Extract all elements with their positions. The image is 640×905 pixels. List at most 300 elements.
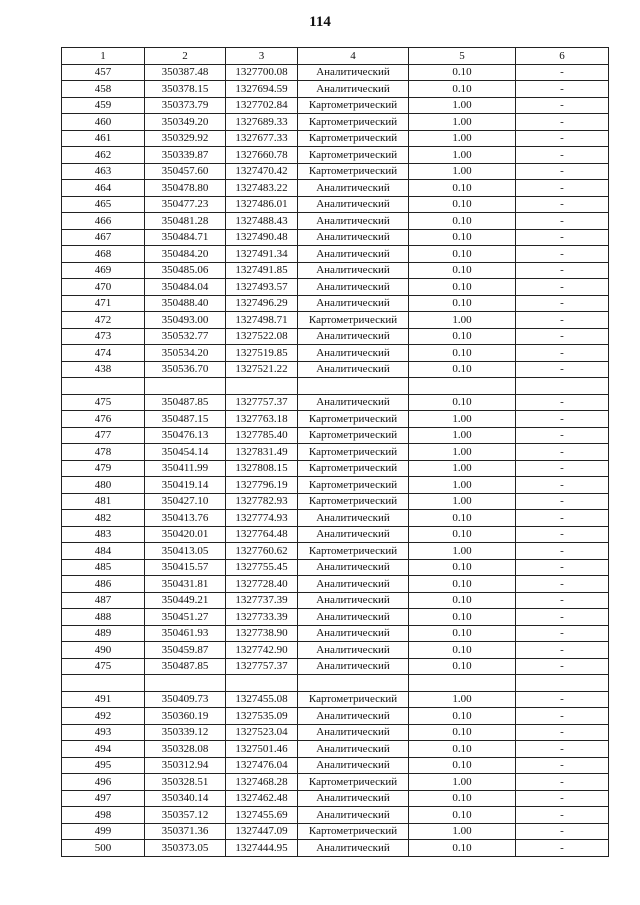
method-cell: Картометрический [298, 427, 409, 444]
point-number-cell: 500 [62, 840, 145, 857]
method-cell: Аналитический [298, 526, 409, 543]
x-coordinate-cell: 350411.99 [145, 460, 226, 477]
point-number-cell: 459 [62, 97, 145, 114]
x-coordinate-cell: 350349.20 [145, 114, 226, 131]
x-coordinate-cell: 350413.05 [145, 543, 226, 560]
point-number-cell: 479 [62, 460, 145, 477]
accuracy-cell: 1.00 [409, 543, 516, 560]
point-number-cell: 471 [62, 295, 145, 312]
point-number-cell: 467 [62, 229, 145, 246]
y-coordinate-cell: 1327728.40 [226, 576, 298, 593]
y-coordinate-cell: 1327737.39 [226, 592, 298, 609]
table-row [62, 543, 609, 560]
method-cell: Картометрический [298, 444, 409, 461]
x-coordinate-cell: 350409.73 [145, 691, 226, 708]
x-coordinate-cell: 350329.92 [145, 130, 226, 147]
method-cell: Картометрический [298, 163, 409, 180]
x-coordinate-cell: 350419.14 [145, 477, 226, 494]
accuracy-cell: 1.00 [409, 444, 516, 461]
point-number-cell: 492 [62, 708, 145, 725]
method-cell: Аналитический [298, 81, 409, 98]
note-cell: - [516, 81, 609, 98]
method-cell: Аналитический [298, 625, 409, 642]
table-row [62, 675, 609, 692]
table-row [62, 642, 609, 659]
y-coordinate-cell: 1327831.49 [226, 444, 298, 461]
x-coordinate-cell: 350357.12 [145, 807, 226, 824]
method-cell: Аналитический [298, 279, 409, 296]
table-row [62, 81, 609, 98]
note-cell [516, 378, 609, 395]
method-cell: Картометрический [298, 147, 409, 164]
y-coordinate-cell: 1327755.45 [226, 559, 298, 576]
note-cell: - [516, 394, 609, 411]
note-cell: - [516, 130, 609, 147]
method-cell: Картометрический [298, 774, 409, 791]
y-coordinate-cell: 1327700.08 [226, 64, 298, 81]
y-coordinate-cell: 1327476.04 [226, 757, 298, 774]
y-coordinate-cell: 1327491.34 [226, 246, 298, 263]
y-coordinate-cell: 1327493.57 [226, 279, 298, 296]
y-coordinate-cell: 1327455.69 [226, 807, 298, 824]
note-cell: - [516, 262, 609, 279]
x-coordinate-cell: 350328.08 [145, 741, 226, 758]
note-cell: - [516, 460, 609, 477]
method-cell: Аналитический [298, 196, 409, 213]
y-coordinate-cell: 1327519.85 [226, 345, 298, 362]
point-number-cell: 438 [62, 361, 145, 378]
x-coordinate-cell: 350487.85 [145, 658, 226, 675]
y-coordinate-cell: 1327523.04 [226, 724, 298, 741]
accuracy-cell: 0.10 [409, 345, 516, 362]
note-cell: - [516, 510, 609, 527]
note-cell: - [516, 559, 609, 576]
table-row [62, 229, 609, 246]
x-coordinate-cell: 350378.15 [145, 81, 226, 98]
point-number-cell: 481 [62, 493, 145, 510]
point-number-cell: 482 [62, 510, 145, 527]
note-cell: - [516, 724, 609, 741]
method-cell: Аналитический [298, 246, 409, 263]
accuracy-cell: 0.10 [409, 246, 516, 263]
table-row [62, 246, 609, 263]
accuracy-cell: 0.10 [409, 81, 516, 98]
table-header-row [62, 48, 609, 65]
x-coordinate-cell: 350536.70 [145, 361, 226, 378]
point-number-cell: 458 [62, 81, 145, 98]
table-row [62, 625, 609, 642]
method-cell: Аналитический [298, 724, 409, 741]
y-coordinate-cell: 1327488.43 [226, 213, 298, 230]
point-number-cell: 477 [62, 427, 145, 444]
note-cell: - [516, 691, 609, 708]
table-row [62, 114, 609, 131]
accuracy-cell: 1.00 [409, 130, 516, 147]
note-cell: - [516, 97, 609, 114]
x-coordinate-cell: 350371.36 [145, 823, 226, 840]
point-number-cell: 476 [62, 411, 145, 428]
method-cell: Аналитический [298, 757, 409, 774]
accuracy-cell: 0.10 [409, 213, 516, 230]
accuracy-cell: 0.10 [409, 559, 516, 576]
column-header: 1 [62, 48, 145, 65]
method-cell: Аналитический [298, 658, 409, 675]
table-body [62, 64, 609, 856]
method-cell [298, 675, 409, 692]
table-row [62, 196, 609, 213]
x-coordinate-cell: 350427.10 [145, 493, 226, 510]
method-cell: Картометрический [298, 460, 409, 477]
accuracy-cell: 0.10 [409, 64, 516, 81]
point-number-cell: 462 [62, 147, 145, 164]
method-cell: Аналитический [298, 559, 409, 576]
note-cell: - [516, 477, 609, 494]
method-cell: Аналитический [298, 708, 409, 725]
y-coordinate-cell: 1327444.95 [226, 840, 298, 857]
table-row [62, 592, 609, 609]
table-row [62, 691, 609, 708]
note-cell: - [516, 361, 609, 378]
note-cell: - [516, 576, 609, 593]
y-coordinate-cell: 1327470.42 [226, 163, 298, 180]
note-cell: - [516, 774, 609, 791]
point-number-cell: 469 [62, 262, 145, 279]
point-number-cell: 485 [62, 559, 145, 576]
note-cell: - [516, 229, 609, 246]
accuracy-cell: 1.00 [409, 147, 516, 164]
point-number-cell: 474 [62, 345, 145, 362]
table-row [62, 130, 609, 147]
accuracy-cell: 0.10 [409, 592, 516, 609]
x-coordinate-cell: 350454.14 [145, 444, 226, 461]
note-cell: - [516, 823, 609, 840]
note-cell: - [516, 543, 609, 560]
note-cell: - [516, 708, 609, 725]
point-number-cell: 480 [62, 477, 145, 494]
accuracy-cell [409, 378, 516, 395]
accuracy-cell: 0.10 [409, 840, 516, 857]
note-cell: - [516, 609, 609, 626]
point-number-cell: 499 [62, 823, 145, 840]
x-coordinate-cell: 350485.06 [145, 262, 226, 279]
method-cell: Аналитический [298, 642, 409, 659]
accuracy-cell: 0.10 [409, 576, 516, 593]
accuracy-cell: 0.10 [409, 757, 516, 774]
x-coordinate-cell: 350328.51 [145, 774, 226, 791]
table-row [62, 444, 609, 461]
y-coordinate-cell: 1327764.48 [226, 526, 298, 543]
x-coordinate-cell [145, 675, 226, 692]
point-number-cell: 472 [62, 312, 145, 329]
note-cell: - [516, 493, 609, 510]
x-coordinate-cell: 350532.77 [145, 328, 226, 345]
note-cell: - [516, 757, 609, 774]
y-coordinate-cell: 1327782.93 [226, 493, 298, 510]
accuracy-cell: 0.10 [409, 510, 516, 527]
method-cell: Аналитический [298, 394, 409, 411]
method-cell: Картометрический [298, 477, 409, 494]
note-cell: - [516, 807, 609, 824]
note-cell: - [516, 180, 609, 197]
x-coordinate-cell: 350420.01 [145, 526, 226, 543]
x-coordinate-cell: 350387.48 [145, 64, 226, 81]
accuracy-cell: 0.10 [409, 741, 516, 758]
table-row [62, 559, 609, 576]
table-row [62, 477, 609, 494]
method-cell: Аналитический [298, 229, 409, 246]
method-cell: Аналитический [298, 592, 409, 609]
y-coordinate-cell: 1327447.09 [226, 823, 298, 840]
y-coordinate-cell: 1327660.78 [226, 147, 298, 164]
table-row [62, 64, 609, 81]
x-coordinate-cell: 350493.00 [145, 312, 226, 329]
x-coordinate-cell: 350488.40 [145, 295, 226, 312]
accuracy-cell: 1.00 [409, 477, 516, 494]
accuracy-cell: 1.00 [409, 427, 516, 444]
table-row [62, 576, 609, 593]
point-number-cell: 484 [62, 543, 145, 560]
y-coordinate-cell: 1327774.93 [226, 510, 298, 527]
note-cell: - [516, 411, 609, 428]
y-coordinate-cell: 1327702.84 [226, 97, 298, 114]
point-number-cell: 497 [62, 790, 145, 807]
method-cell: Аналитический [298, 807, 409, 824]
point-number-cell: 488 [62, 609, 145, 626]
y-coordinate-cell: 1327757.37 [226, 658, 298, 675]
y-coordinate-cell: 1327738.90 [226, 625, 298, 642]
y-coordinate-cell [226, 378, 298, 395]
table-row [62, 213, 609, 230]
x-coordinate-cell: 350484.20 [145, 246, 226, 263]
x-coordinate-cell: 350340.14 [145, 790, 226, 807]
y-coordinate-cell: 1327742.90 [226, 642, 298, 659]
accuracy-cell: 0.10 [409, 609, 516, 626]
x-coordinate-cell: 350484.04 [145, 279, 226, 296]
note-cell: - [516, 658, 609, 675]
accuracy-cell: 0.10 [409, 180, 516, 197]
x-coordinate-cell: 350534.20 [145, 345, 226, 362]
y-coordinate-cell: 1327760.62 [226, 543, 298, 560]
y-coordinate-cell [226, 675, 298, 692]
table-row [62, 510, 609, 527]
table-row [62, 807, 609, 824]
y-coordinate-cell: 1327490.48 [226, 229, 298, 246]
method-cell: Аналитический [298, 295, 409, 312]
accuracy-cell: 0.10 [409, 625, 516, 642]
point-number-cell: 486 [62, 576, 145, 593]
point-number-cell: 478 [62, 444, 145, 461]
x-coordinate-cell: 350487.85 [145, 394, 226, 411]
page-number: 114 [309, 14, 331, 30]
point-number-cell: 470 [62, 279, 145, 296]
table-row [62, 345, 609, 362]
point-number-cell: 463 [62, 163, 145, 180]
method-cell: Аналитический [298, 345, 409, 362]
x-coordinate-cell: 350484.71 [145, 229, 226, 246]
note-cell: - [516, 625, 609, 642]
note-cell: - [516, 840, 609, 857]
table-row [62, 163, 609, 180]
note-cell: - [516, 328, 609, 345]
y-coordinate-cell: 1327486.01 [226, 196, 298, 213]
x-coordinate-cell: 350481.28 [145, 213, 226, 230]
accuracy-cell: 0.10 [409, 658, 516, 675]
accuracy-cell: 0.10 [409, 328, 516, 345]
note-cell: - [516, 163, 609, 180]
accuracy-cell: 0.10 [409, 394, 516, 411]
y-coordinate-cell: 1327462.48 [226, 790, 298, 807]
x-coordinate-cell: 350476.13 [145, 427, 226, 444]
accuracy-cell: 0.10 [409, 262, 516, 279]
note-cell: - [516, 444, 609, 461]
point-number-cell: 493 [62, 724, 145, 741]
point-number-cell: 491 [62, 691, 145, 708]
note-cell: - [516, 312, 609, 329]
y-coordinate-cell: 1327521.22 [226, 361, 298, 378]
table-row [62, 460, 609, 477]
table-row [62, 295, 609, 312]
y-coordinate-cell: 1327501.46 [226, 741, 298, 758]
point-number-cell: 498 [62, 807, 145, 824]
y-coordinate-cell: 1327468.28 [226, 774, 298, 791]
column-header: 3 [226, 48, 298, 65]
method-cell: Картометрический [298, 493, 409, 510]
method-cell: Аналитический [298, 576, 409, 593]
column-header: 5 [409, 48, 516, 65]
table-row [62, 823, 609, 840]
note-cell: - [516, 295, 609, 312]
table-row [62, 328, 609, 345]
point-number-cell [62, 675, 145, 692]
note-cell: - [516, 790, 609, 807]
method-cell [298, 378, 409, 395]
table-row [62, 312, 609, 329]
table-row [62, 741, 609, 758]
table-row [62, 609, 609, 626]
point-number-cell: 490 [62, 642, 145, 659]
point-number-cell: 464 [62, 180, 145, 197]
note-cell: - [516, 64, 609, 81]
accuracy-cell: 0.10 [409, 295, 516, 312]
accuracy-cell: 1.00 [409, 460, 516, 477]
note-cell: - [516, 592, 609, 609]
method-cell: Аналитический [298, 741, 409, 758]
x-coordinate-cell: 350339.87 [145, 147, 226, 164]
accuracy-cell: 1.00 [409, 97, 516, 114]
point-number-cell: 466 [62, 213, 145, 230]
table-row [62, 411, 609, 428]
accuracy-cell: 1.00 [409, 312, 516, 329]
y-coordinate-cell: 1327733.39 [226, 609, 298, 626]
table-row [62, 279, 609, 296]
method-cell: Аналитический [298, 840, 409, 857]
point-number-cell: 494 [62, 741, 145, 758]
accuracy-cell: 1.00 [409, 114, 516, 131]
accuracy-cell: 1.00 [409, 691, 516, 708]
table-row [62, 708, 609, 725]
point-number-cell: 483 [62, 526, 145, 543]
point-number-cell: 473 [62, 328, 145, 345]
x-coordinate-cell: 350373.79 [145, 97, 226, 114]
point-number-cell [62, 378, 145, 395]
table-row [62, 262, 609, 279]
point-number-cell: 460 [62, 114, 145, 131]
y-coordinate-cell: 1327757.37 [226, 394, 298, 411]
note-cell: - [516, 279, 609, 296]
y-coordinate-cell: 1327808.15 [226, 460, 298, 477]
point-number-cell: 496 [62, 774, 145, 791]
y-coordinate-cell: 1327796.19 [226, 477, 298, 494]
table-row [62, 493, 609, 510]
x-coordinate-cell: 350312.94 [145, 757, 226, 774]
x-coordinate-cell: 350461.93 [145, 625, 226, 642]
point-number-cell: 461 [62, 130, 145, 147]
method-cell: Аналитический [298, 64, 409, 81]
table-row [62, 378, 609, 395]
coordinates-table [61, 47, 609, 857]
y-coordinate-cell: 1327785.40 [226, 427, 298, 444]
note-cell: - [516, 741, 609, 758]
method-cell: Аналитический [298, 609, 409, 626]
y-coordinate-cell: 1327535.09 [226, 708, 298, 725]
note-cell: - [516, 246, 609, 263]
point-number-cell: 487 [62, 592, 145, 609]
accuracy-cell: 0.10 [409, 279, 516, 296]
method-cell: Картометрический [298, 691, 409, 708]
table-row [62, 180, 609, 197]
method-cell: Аналитический [298, 361, 409, 378]
note-cell: - [516, 526, 609, 543]
x-coordinate-cell: 350431.81 [145, 576, 226, 593]
table-row [62, 774, 609, 791]
y-coordinate-cell: 1327491.85 [226, 262, 298, 279]
y-coordinate-cell: 1327496.29 [226, 295, 298, 312]
x-coordinate-cell: 350415.57 [145, 559, 226, 576]
note-cell: - [516, 147, 609, 164]
method-cell: Аналитический [298, 213, 409, 230]
method-cell: Аналитический [298, 510, 409, 527]
x-coordinate-cell: 350487.15 [145, 411, 226, 428]
column-header: 4 [298, 48, 409, 65]
note-cell: - [516, 345, 609, 362]
accuracy-cell: 0.10 [409, 807, 516, 824]
note-cell: - [516, 642, 609, 659]
method-cell: Картометрический [298, 823, 409, 840]
method-cell: Аналитический [298, 180, 409, 197]
table-row [62, 757, 609, 774]
y-coordinate-cell: 1327498.71 [226, 312, 298, 329]
table-row [62, 394, 609, 411]
accuracy-cell: 1.00 [409, 774, 516, 791]
table-row [62, 361, 609, 378]
x-coordinate-cell: 350339.12 [145, 724, 226, 741]
note-cell [516, 675, 609, 692]
y-coordinate-cell: 1327455.08 [226, 691, 298, 708]
point-number-cell: 457 [62, 64, 145, 81]
column-header: 2 [145, 48, 226, 65]
table-row [62, 97, 609, 114]
note-cell: - [516, 114, 609, 131]
accuracy-cell: 0.10 [409, 724, 516, 741]
method-cell: Картометрический [298, 312, 409, 329]
point-number-cell: 475 [62, 658, 145, 675]
accuracy-cell: 0.10 [409, 642, 516, 659]
x-coordinate-cell: 350360.19 [145, 708, 226, 725]
x-coordinate-cell: 350373.05 [145, 840, 226, 857]
method-cell: Картометрический [298, 114, 409, 131]
point-number-cell: 489 [62, 625, 145, 642]
method-cell: Аналитический [298, 790, 409, 807]
